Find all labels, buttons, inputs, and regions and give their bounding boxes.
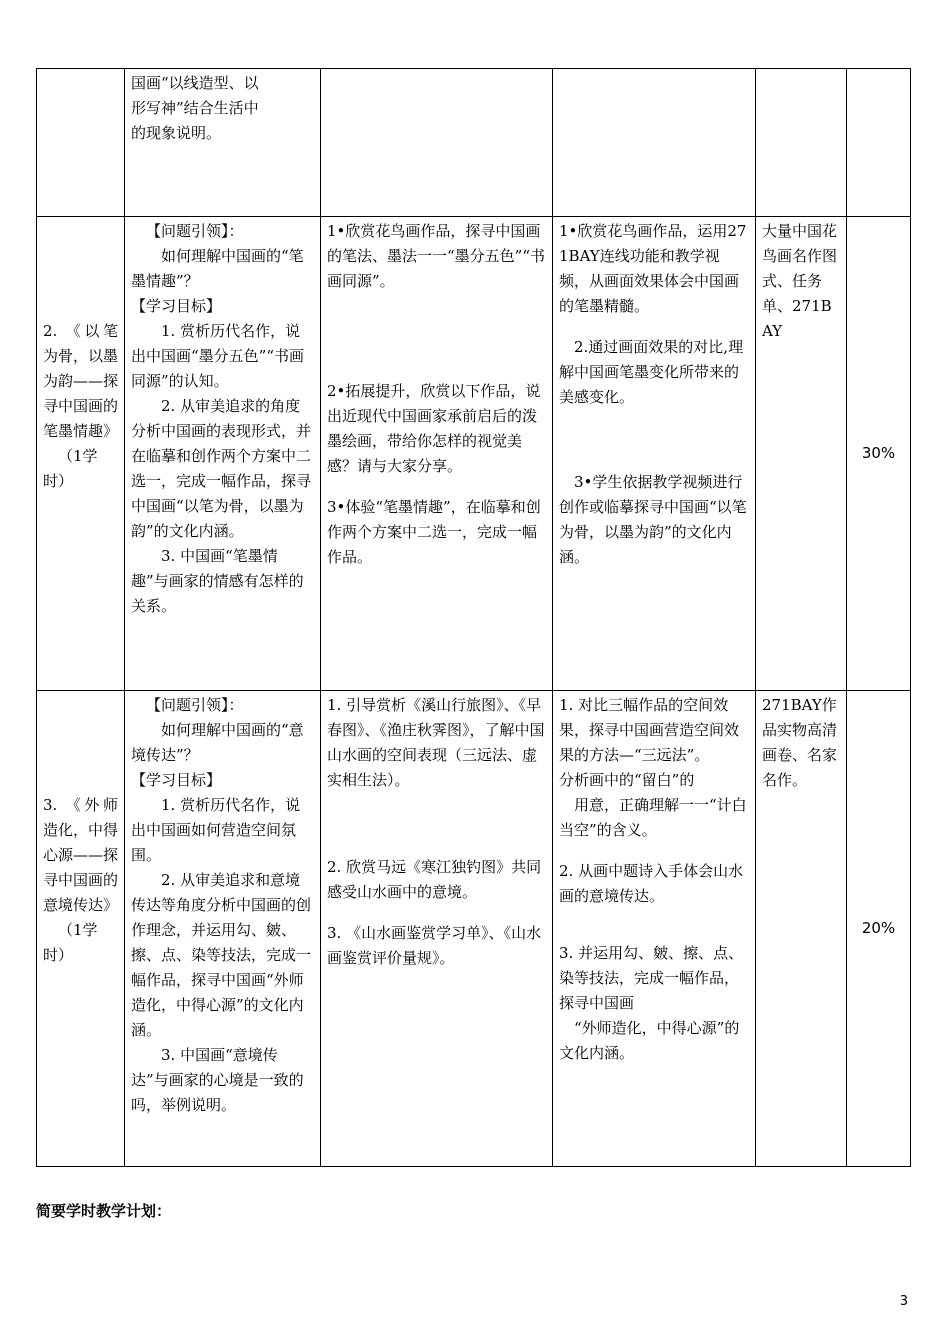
table-row: [37, 69, 911, 217]
student-activity: 1•欣赏花鸟画作品，运用271BAY连线功能和教学视频，从画面效果体会中国画的笔墨精髓。: [559, 222, 747, 315]
student-activity: “外师造化，中得心源”的文化内涵。: [559, 1019, 740, 1062]
goals-cell: [125, 69, 321, 217]
goal-item: 2. 从审美追求和意境传达等角度分析中国画的创作理念，并运用勾、皴、擦、点、染等技法，完成一幅作品，探寻中国画“外师造化，中得心源”的文化内涵。: [131, 871, 312, 1039]
teacher-activity: 1•欣赏花鸟画作品，探寻中国画的笔法、墨法一一“墨分五色”“书画同源”。: [327, 222, 546, 290]
student-activity: 3. 并运用勾、皴、擦、点、染等技法，完成一幅作品，探寻中国画: [559, 944, 744, 1012]
goals-cell: [125, 691, 321, 1167]
student-activity: 2. 从画中题诗入手体会山水画的意境传达。: [559, 862, 744, 905]
page-number: 3: [899, 1294, 908, 1309]
goals-heading: 【学习目标】: [131, 771, 222, 789]
goal-item: 1. 赏析历代名作，说出中国画如何营造空间氛围。: [131, 796, 301, 864]
student-activity-cell: [553, 69, 756, 217]
weight-cell: [847, 69, 911, 217]
goal-item: 3. 中国画“笔墨情趣”与画家的情感有怎样的关系。: [131, 547, 304, 615]
student-activity-cell: [553, 691, 756, 1167]
lesson-title: 2. 《以笔为骨，以墨为韵——探寻中国画的笔墨情趣》: [43, 322, 119, 440]
resources-cell: [756, 691, 847, 1167]
teacher-activity: 2•拓展提升，欣赏以下作品，说出近现代中国画家承前启后的泼墨绘画，带给你怎样的视觉美感？请与大家分享。: [327, 382, 541, 475]
goal-item: 2. 从审美追求的角度分析中国画的表现形式，并在临摹和创作两个方案中二选一，完成一幅作品，探寻中国画“以笔为骨，以墨为韵”的文化内涵。: [131, 397, 312, 540]
weight-value: 20%: [861, 919, 896, 937]
student-activity: 用意，正确理解一一“计白当空”的含义。: [559, 796, 747, 839]
question-heading: 【问题引领】：: [146, 222, 244, 240]
resources-cell: [756, 217, 847, 691]
weight-cell: [847, 691, 911, 1167]
resources-text: 大量中国花鸟画名作图式、任务单、271BAY: [762, 222, 838, 340]
resources-cell: [756, 69, 847, 217]
lesson-cell: [37, 691, 125, 1167]
lesson-hours: （1学时）: [43, 447, 98, 490]
teacher-activity: 2. 欣赏马远《寒江独钓图》共同感受山水画中的意境。: [327, 858, 542, 901]
goal-line: 国画“以线造型、以: [131, 74, 259, 92]
teacher-activity-cell: [321, 69, 553, 217]
student-activity: 1. 对比三幅作品的空间效果，探寻中国画营造空间效果的方法—“三远法”。: [559, 696, 740, 764]
student-activity: 分析画中的“留白”的: [559, 771, 695, 789]
question-text: 如何理解中国画的“意境传达”？: [131, 721, 304, 764]
lesson-plan-table: [36, 68, 911, 1167]
lesson-hours: （1学时）: [43, 921, 98, 964]
weight-cell: [847, 217, 911, 691]
teacher-activity: 3•体验“笔墨情趣”，在临摹和创作两个方案中二选一，完成一幅作品。: [327, 498, 541, 566]
weight-value: 30%: [861, 444, 896, 462]
goals-cell: [125, 217, 321, 691]
section-heading: 简要学时教学计划：: [36, 1202, 172, 1220]
goal-item: 1. 赏析历代名作，说出中国画“墨分五色”“书画同源”的认知。: [131, 322, 305, 390]
goal-line: 形写神”结合生活中: [131, 99, 259, 117]
table-row: [37, 217, 911, 691]
student-activity-cell: [553, 217, 756, 691]
student-activity: 2.通过画面效果的对比,理解中国画笔墨变化所带来的美感变化。: [559, 338, 744, 406]
lesson-cell: [37, 69, 125, 217]
goal-line: 的现象说明。: [131, 124, 222, 142]
teacher-activity-cell: [321, 691, 553, 1167]
goal-item: 3. 中国画“意境传达”与画家的心境是一致的吗，举例说明。: [131, 1046, 304, 1114]
teacher-activity: 3. 《山水画鉴赏学习单》、《山水画鉴赏评价量规》。: [327, 924, 542, 967]
question-heading: 【问题引领】：: [146, 696, 244, 714]
resources-text: 271BAY作品实物高清画卷、名家名作。: [762, 696, 838, 789]
question-text: 如何理解中国画的“笔墨情趣”？: [131, 247, 304, 290]
table-row: [37, 691, 911, 1167]
goals-heading: 【学习目标】: [131, 297, 222, 315]
lesson-title: 3. 《外师造化，中得心源——探寻中国画的意境传达》: [43, 796, 119, 914]
student-activity: 3•学生依据教学视频进行创作或临摹探寻中国画“以笔为骨，以墨为韵”的文化内涵。: [559, 473, 747, 566]
teacher-activity-cell: [321, 217, 553, 691]
lesson-cell: [37, 217, 125, 691]
teacher-activity: 1. 引导赏析《溪山行旅图》、《早春图》、《渔庄秋霁图》，了解中国山水画的空间表现（三远法、虚实相生法）。: [327, 696, 545, 789]
